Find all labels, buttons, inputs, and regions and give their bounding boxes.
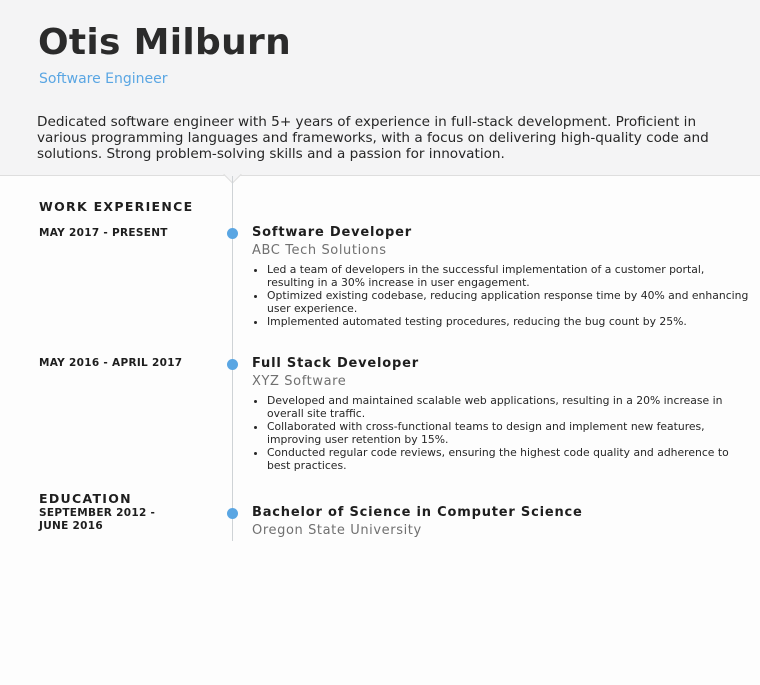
achievement-item: • Collaborated with cross-functional teams to design and implement new features, improving user retention by 15%. <box>267 420 752 446</box>
achievement-item: • Optimized existing codebase, reducing application response time by 40% and enhancing user experience. <box>267 289 752 315</box>
work-entry <box>252 225 752 328</box>
education-entry <box>252 505 752 539</box>
achievement-item: • Implemented automated testing procedures, reducing the bug count by 25%. <box>267 315 752 328</box>
candidate-name: Otis Milburn <box>38 22 291 63</box>
work-date: MAY 2017 - PRESENT <box>39 227 168 239</box>
timeline-dot <box>227 508 238 519</box>
work-date: MAY 2016 - APRIL 2017 <box>39 357 183 369</box>
work-experience-heading: WORK EXPERIENCE <box>39 199 194 214</box>
education-heading: EDUCATION <box>39 491 132 506</box>
job-title: Full Stack Developer <box>252 356 419 371</box>
candidate-role: Software Engineer <box>39 71 168 87</box>
work-entry <box>252 356 752 472</box>
school-name: Oregon State University <box>252 523 422 538</box>
achievement-item: • Conducted regular code reviews, ensuring the highest code quality and adherence to best practices. <box>267 446 752 472</box>
job-title: Software Developer <box>252 225 412 240</box>
profile-summary: Dedicated software engineer with 5+ years of experience in full-stack development. Proficient in various programming languages and frameworks, with a focus on delivering high-quality code and solutions. Strong problem-solving skills and a passion for innovation. <box>37 114 709 162</box>
achievement-list <box>252 394 752 472</box>
timeline-dot <box>227 228 238 239</box>
degree-title: Bachelor of Science in Computer Science <box>252 505 583 520</box>
achievement-list <box>252 263 752 328</box>
education-date: SEPTEMBER 2012 - JUNE 2016 <box>39 507 156 532</box>
achievement-item: • Led a team of developers in the successful implementation of a customer portal, resulting in a 30% increase in user engagement. <box>267 263 752 289</box>
company-name: ABC Tech Solutions <box>252 243 387 258</box>
company-name: XYZ Software <box>252 374 347 389</box>
resume-header <box>0 0 760 176</box>
timeline-dot <box>227 359 238 370</box>
achievement-item: • Developed and maintained scalable web applications, resulting in a 20% increase in overall site traffic. <box>267 394 752 420</box>
